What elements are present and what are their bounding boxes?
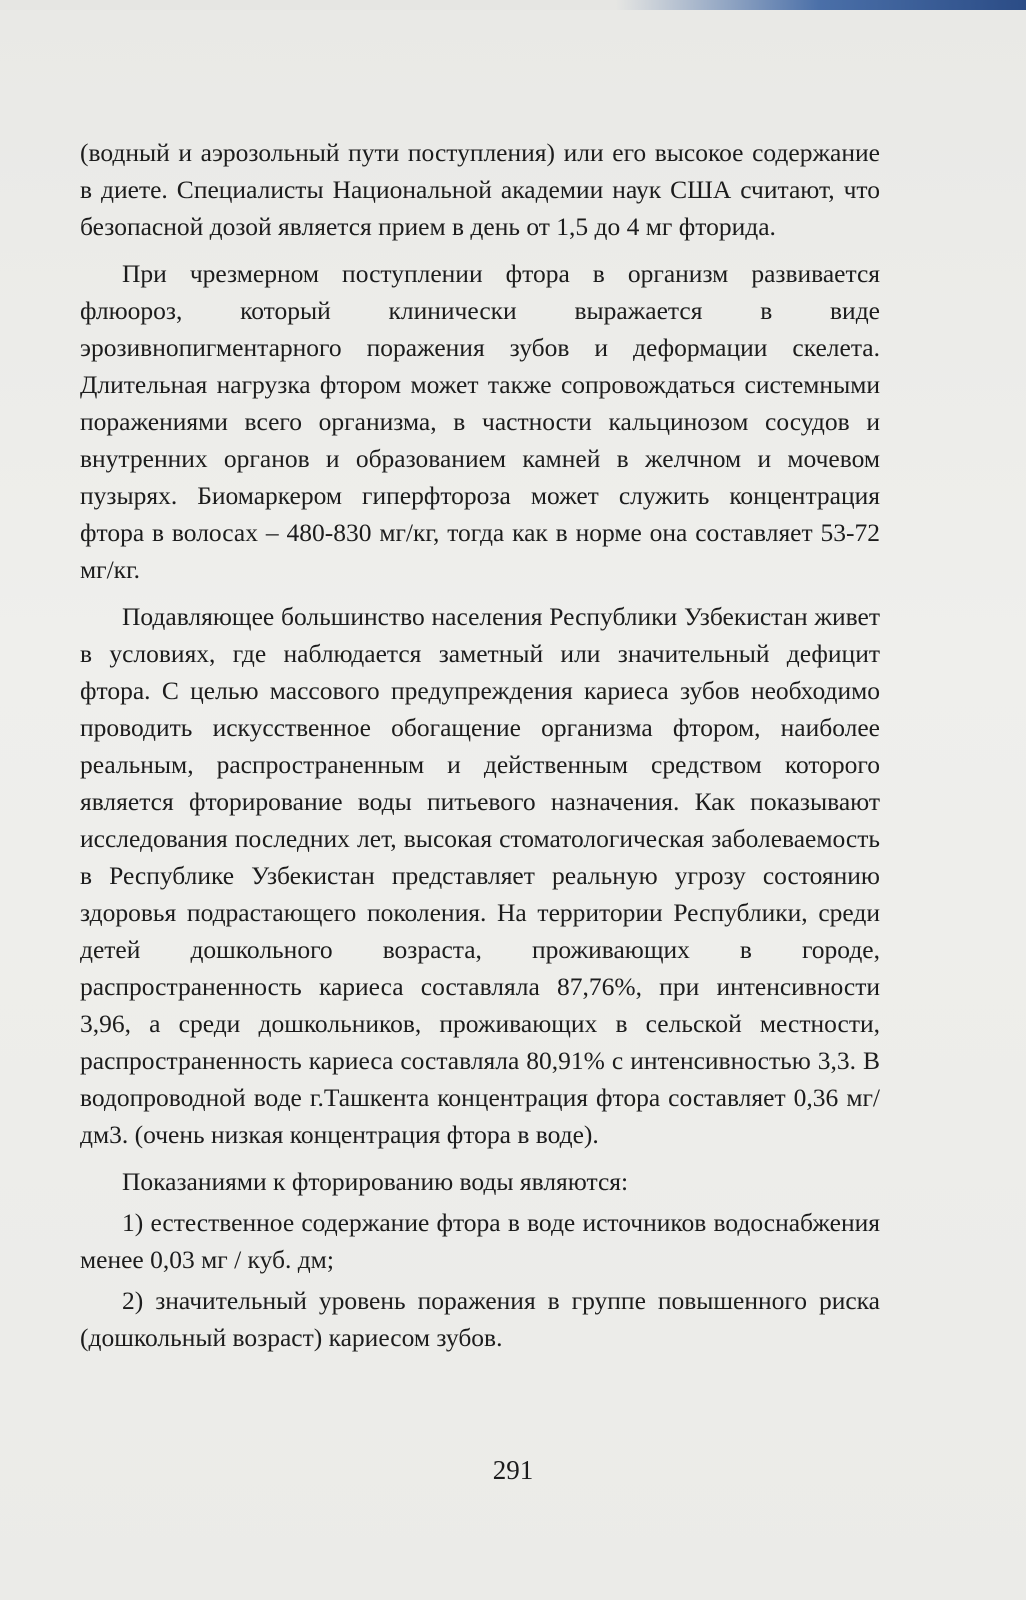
list-item-indication-1: 1) естественное содержание фтора в воде источников водоснабжения менее 0,03 мг / куб. дм; <box>80 1208 880 1274</box>
page-top-edge <box>0 0 1026 10</box>
paragraph-fluorosis: При чрезмерном поступлении фтора в организм развивается флюороз, который клинически выражается в виде эрозивнопигментарного поражения зубов и деформации скелета. Длительная нагрузка фтором может также сопровождаться системными поражениями всего организма, в частности кальцинозом сосудов и внутренних органов и образованием камней в желчном и мочевом пузырях. Биомаркером гиперфтороза может служить концентрация фтора в волосах – 480-830 мг/кг, тогда как в норме она составляет 53-72 мг/кг. <box>80 259 880 584</box>
book-page <box>0 10 1026 1600</box>
paragraph-indications-heading: Показаниями к фторированию воды являются: <box>122 1167 629 1196</box>
body-text <box>80 134 880 1360</box>
paragraph-continuation: (водный и аэрозольный пути поступления) или его высокое содержание в диете. Специалисты Национальной академии наук США считают, что безопасной дозой является прием в день от 1,5 до 4 мг фторида. <box>80 138 880 241</box>
list-item-indication-2: 2) значительный уровень поражения в группе повышенного риска (дошкольный возраст) кариесом зубов. <box>80 1286 880 1352</box>
paragraph-uzbekistan: Подавляющее большинство населения Республики Узбекистан живет в условиях, где наблюдается заметный или значительный дефицит фтора. С целью массового предупреждения кариеса зубов необходимо проводить искусственное обогащение организма фтором, наиболее реальным, распространенным и действенным средством которого является фторирование воды питьевого назначения. Как показывают исследования последних лет, высокая стоматологическая заболеваемость в Республике Узбекистан представляет реальную угрозу состоянию здоровья подрастающего поколения. На территории Республики, среди детей дошкольного возраста, проживающих в городе, распространенность кариеса составляла 87,76%, при интенсивности 3,96, а среди дошкольников, проживающих в сельской местности, распространенность кариеса составляла 80,91% с интенсивностью 3,3. В водопроводной воде г.Ташкента концентрация фтора составляет 0,36 мг/дм3. (очень низкая концентрация фтора в воде). <box>80 602 880 1149</box>
page-number: 291 <box>492 1455 534 1485</box>
